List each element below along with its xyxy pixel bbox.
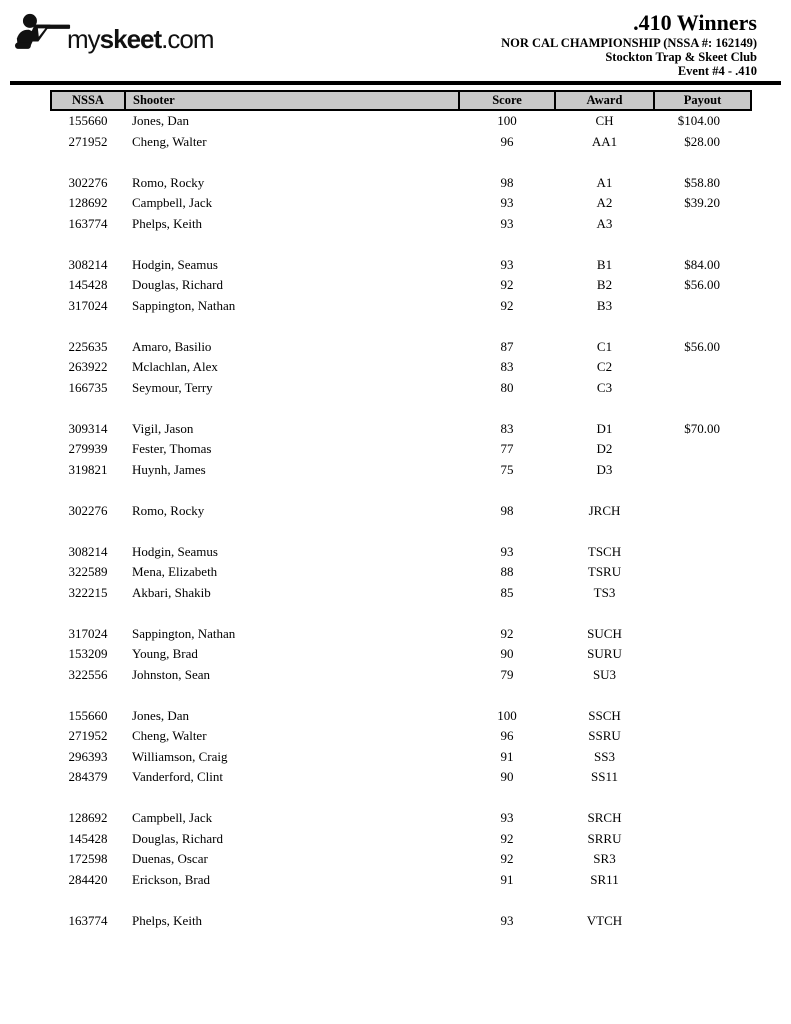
table-row <box>51 726 751 747</box>
table-row <box>51 808 751 829</box>
table-row <box>51 665 751 686</box>
header-rule <box>10 81 781 85</box>
cell-award: D3 <box>596 461 613 477</box>
cell-payout <box>654 296 751 317</box>
cell-shooter: Romo, Rocky <box>132 174 205 190</box>
cell-shooter: Sappington, Nathan <box>132 625 236 641</box>
table-row <box>51 911 751 932</box>
cell-score: 91 <box>500 871 514 887</box>
cell-payout: $84.00 <box>684 256 720 272</box>
cell-payout <box>654 357 751 378</box>
cell-award: SSCH <box>588 707 621 723</box>
cell-score: 100 <box>497 707 517 723</box>
cell-payout <box>654 439 751 460</box>
group-spacer <box>51 152 751 173</box>
cell-award: SRRU <box>587 830 622 846</box>
cell-score: 93 <box>500 543 514 559</box>
logo-text-my: my <box>67 24 100 54</box>
cell-payout <box>654 624 751 645</box>
cell-nssa: 163774 <box>68 215 108 231</box>
cell-payout <box>654 583 751 604</box>
cell-award: SSRU <box>588 728 621 744</box>
cell-payout <box>654 808 751 829</box>
myskeet-logo <box>15 13 214 55</box>
logo-text-skeet: skeet <box>99 24 162 54</box>
cell-payout <box>654 767 751 788</box>
event-line: Event #4 - .410 <box>677 64 757 78</box>
cell-nssa: 302276 <box>68 502 108 518</box>
cell-score: 100 <box>497 113 517 129</box>
table-row <box>51 132 751 153</box>
spacer-cell <box>51 398 751 419</box>
cell-payout <box>654 870 751 891</box>
column-header-shooter: Shooter <box>125 91 459 110</box>
cell-shooter: Campbell, Jack <box>132 195 213 211</box>
cell-nssa: 172598 <box>68 851 108 867</box>
table-row <box>51 419 751 440</box>
cell-award: TSRU <box>587 564 622 580</box>
cell-score: 98 <box>500 502 514 518</box>
cell-payout: $56.00 <box>684 277 720 293</box>
cell-nssa: 145428 <box>68 277 108 293</box>
cell-payout: $56.00 <box>684 338 720 354</box>
cell-nssa: 322215 <box>68 584 108 600</box>
table-row <box>51 378 751 399</box>
cell-payout <box>654 501 751 522</box>
cell-score: 80 <box>500 379 514 395</box>
cell-award: C2 <box>596 359 613 375</box>
cell-payout <box>654 706 751 727</box>
group-spacer <box>51 234 751 255</box>
cell-nssa: 155660 <box>68 113 108 129</box>
cell-award: JRCH <box>588 502 621 518</box>
cell-payout <box>654 214 751 235</box>
cell-shooter: Campbell, Jack <box>132 810 213 826</box>
table-row <box>51 767 751 788</box>
spacer-cell <box>51 152 751 173</box>
cell-nssa: 279939 <box>68 441 108 457</box>
group-spacer <box>51 685 751 706</box>
championship-line: NOR CAL CHAMPIONSHIP (NSSA #: 162149) <box>501 36 757 50</box>
column-header-payout: Payout <box>654 91 751 110</box>
table-row <box>51 357 751 378</box>
cell-nssa: 128692 <box>68 810 108 826</box>
cell-payout: $58.80 <box>684 174 720 190</box>
cell-nssa: 317024 <box>68 625 108 641</box>
results-table-body <box>51 110 751 931</box>
cell-shooter: Fester, Thomas <box>132 441 212 457</box>
cell-nssa: 322589 <box>68 564 108 580</box>
cell-shooter: Johnston, Sean <box>132 666 210 682</box>
cell-award: D1 <box>596 420 613 436</box>
spacer-cell <box>51 316 751 337</box>
table-row <box>51 542 751 563</box>
cell-nssa: 317024 <box>68 297 108 313</box>
cell-award: TS3 <box>593 584 616 600</box>
cell-shooter: Sappington, Nathan <box>132 297 236 313</box>
cell-nssa: 309314 <box>68 420 108 436</box>
spacer-cell <box>51 685 751 706</box>
cell-payout <box>654 829 751 850</box>
cell-nssa: 302276 <box>68 174 108 190</box>
cell-payout <box>654 747 751 768</box>
cell-award: SR3 <box>593 851 616 867</box>
table-row <box>51 829 751 850</box>
cell-score: 93 <box>500 256 514 272</box>
cell-nssa: 153209 <box>68 646 108 662</box>
cell-nssa: 319821 <box>68 461 108 477</box>
cell-nssa: 271952 <box>68 133 108 149</box>
table-row <box>51 870 751 891</box>
cell-shooter: Jones, Dan <box>132 113 190 129</box>
cell-shooter: Cheng, Walter <box>132 133 207 149</box>
cell-payout <box>654 378 751 399</box>
cell-score: 93 <box>500 912 514 928</box>
cell-nssa: 271952 <box>68 728 108 744</box>
cell-score: 93 <box>500 810 514 826</box>
cell-score: 75 <box>500 461 514 477</box>
cell-score: 96 <box>500 728 514 744</box>
table-row <box>51 439 751 460</box>
cell-score: 85 <box>500 584 514 600</box>
spacer-cell <box>51 521 751 542</box>
cell-payout <box>654 542 751 563</box>
group-spacer <box>51 316 751 337</box>
cell-nssa: 128692 <box>68 195 108 211</box>
cell-award: TSCH <box>587 543 622 559</box>
spacer-cell <box>51 603 751 624</box>
cell-shooter: Hodgin, Seamus <box>132 543 218 559</box>
cell-shooter: Douglas, Richard <box>132 277 223 293</box>
results-table <box>50 90 752 931</box>
cell-score: 92 <box>500 297 514 313</box>
cell-shooter: Mclachlan, Alex <box>132 359 218 375</box>
table-row <box>51 275 751 296</box>
cell-nssa: 296393 <box>68 748 108 764</box>
cell-payout: $28.00 <box>684 133 720 149</box>
table-row <box>51 214 751 235</box>
cell-award: SS3 <box>594 748 615 764</box>
spacer-cell <box>51 788 751 809</box>
cell-nssa: 308214 <box>68 256 108 272</box>
cell-payout <box>654 726 751 747</box>
table-row <box>51 706 751 727</box>
table-row <box>51 583 751 604</box>
cell-score: 87 <box>500 338 514 354</box>
table-header-row <box>51 91 751 110</box>
cell-score: 92 <box>500 625 514 641</box>
cell-score: 93 <box>500 195 514 211</box>
cell-nssa: 166735 <box>68 379 108 395</box>
cell-award: SU3 <box>592 666 617 682</box>
cell-score: 92 <box>500 851 514 867</box>
cell-award: SRCH <box>587 810 622 826</box>
table-row <box>51 644 751 665</box>
shooter-silhouette-icon <box>15 13 71 55</box>
cell-payout: $39.20 <box>684 195 720 211</box>
cell-shooter: Douglas, Richard <box>132 830 223 846</box>
cell-award: A2 <box>596 195 613 211</box>
cell-award: A1 <box>596 174 613 190</box>
spacer-cell <box>51 890 751 911</box>
cell-score: 93 <box>500 215 514 231</box>
logo-text <box>67 26 214 55</box>
cell-shooter: Romo, Rocky <box>132 502 205 518</box>
cell-score: 98 <box>500 174 514 190</box>
table-row <box>51 624 751 645</box>
cell-score: 91 <box>500 748 514 764</box>
cell-nssa: 163774 <box>68 912 108 928</box>
cell-score: 90 <box>500 769 514 785</box>
cell-award: A3 <box>596 215 613 231</box>
cell-award: SUCH <box>587 625 622 641</box>
cell-shooter: Duenas, Oscar <box>132 851 208 867</box>
table-row <box>51 849 751 870</box>
cell-shooter: Akbari, Shakib <box>132 584 211 600</box>
cell-payout <box>654 665 751 686</box>
cell-award: D2 <box>596 441 613 457</box>
table-row <box>51 255 751 276</box>
cell-nssa: 308214 <box>68 543 108 559</box>
cell-score: 90 <box>500 646 514 662</box>
table-row <box>51 501 751 522</box>
cell-award: AA1 <box>591 133 618 149</box>
cell-score: 88 <box>500 564 514 580</box>
cell-nssa: 155660 <box>68 707 108 723</box>
cell-nssa: 284420 <box>68 871 108 887</box>
group-spacer <box>51 398 751 419</box>
column-header-nssa: NSSA <box>51 91 125 110</box>
cell-shooter: Phelps, Keith <box>132 912 203 928</box>
cell-payout: $70.00 <box>684 420 720 436</box>
cell-shooter: Erickson, Brad <box>132 871 210 887</box>
group-spacer <box>51 521 751 542</box>
cell-shooter: Young, Brad <box>132 646 198 662</box>
cell-score: 79 <box>500 666 514 682</box>
cell-shooter: Seymour, Terry <box>132 379 213 395</box>
cell-score: 83 <box>500 359 514 375</box>
table-row <box>51 747 751 768</box>
cell-award: SS11 <box>591 769 618 785</box>
cell-score: 77 <box>500 441 514 457</box>
cell-shooter: Hodgin, Seamus <box>132 256 218 272</box>
table-row <box>51 193 751 214</box>
cell-shooter: Vanderford, Clint <box>132 769 223 785</box>
cell-award: CH <box>595 113 614 129</box>
logo-text-com: .com <box>161 24 214 54</box>
cell-payout <box>654 644 751 665</box>
spacer-cell <box>51 234 751 255</box>
table-row <box>51 110 751 132</box>
table-row <box>51 337 751 358</box>
cell-payout <box>654 460 751 481</box>
column-header-score: Score <box>459 91 555 110</box>
spacer-cell <box>51 480 751 501</box>
column-header-award: Award <box>555 91 654 110</box>
cell-award: B3 <box>596 297 613 313</box>
cell-payout <box>654 562 751 583</box>
cell-score: 92 <box>500 277 514 293</box>
group-spacer <box>51 603 751 624</box>
group-spacer <box>51 890 751 911</box>
cell-shooter: Williamson, Craig <box>132 748 228 764</box>
cell-award: SR11 <box>590 871 619 887</box>
group-spacer <box>51 480 751 501</box>
cell-nssa: 284379 <box>68 769 108 785</box>
table-row <box>51 460 751 481</box>
cell-shooter: Huynh, James <box>132 461 206 477</box>
cell-shooter: Phelps, Keith <box>132 215 203 231</box>
cell-score: 96 <box>500 133 514 149</box>
report-header <box>501 12 757 78</box>
table-row <box>51 562 751 583</box>
group-spacer <box>51 788 751 809</box>
cell-nssa: 145428 <box>68 830 108 846</box>
cell-shooter: Cheng, Walter <box>132 728 207 744</box>
cell-score: 92 <box>500 830 514 846</box>
cell-score: 83 <box>500 420 514 436</box>
cell-shooter: Mena, Elizabeth <box>132 564 218 580</box>
cell-shooter: Jones, Dan <box>132 707 190 723</box>
cell-nssa: 225635 <box>68 338 108 354</box>
club-line: Stockton Trap & Skeet Club <box>605 50 757 64</box>
cell-award: VTCH <box>586 912 623 928</box>
cell-award: B2 <box>596 277 613 293</box>
cell-award: SURU <box>587 646 622 662</box>
cell-nssa: 263922 <box>68 359 108 375</box>
cell-payout <box>654 849 751 870</box>
cell-shooter: Vigil, Jason <box>132 420 194 436</box>
cell-award: C1 <box>596 338 613 354</box>
cell-award: B1 <box>596 256 613 272</box>
cell-nssa: 322556 <box>68 666 108 682</box>
table-row <box>51 296 751 317</box>
report-title: .410 Winners <box>633 10 757 35</box>
cell-award: C3 <box>596 379 613 395</box>
cell-payout: $104.00 <box>677 113 720 129</box>
table-row <box>51 173 751 194</box>
cell-payout <box>654 911 751 932</box>
cell-shooter: Amaro, Basilio <box>132 338 212 354</box>
